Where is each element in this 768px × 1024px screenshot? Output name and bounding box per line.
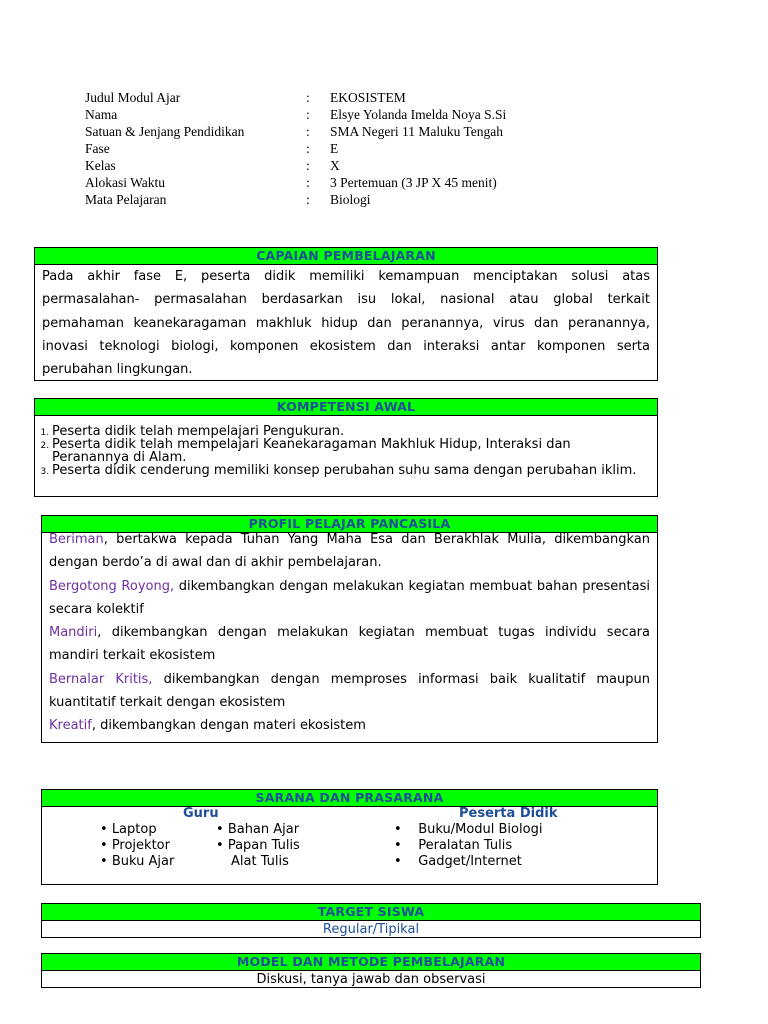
identitas-value: 3 Pertemuan (3 JP X 45 menit) (330, 175, 497, 190)
peserta-list (394, 822, 542, 870)
identitas-label: Kelas (85, 158, 116, 173)
list-item: 2. Peserta didik telah mempelajari Keanekaragaman Makhluk Hidup, Interaksi dan Peranannya di Alam. (52, 438, 649, 464)
identitas-label: Alokasi Waktu (85, 175, 166, 190)
kompetensi-title: KOMPETENSI AWAL (35, 399, 657, 416)
identitas-value: EKOSISTEM (330, 90, 406, 105)
profil-desc: dikembangkan dengan memproses informasi baik kualitatif maupun kuantitatif terkait dengan ekosistem (49, 671, 650, 711)
kompetensi-list (35, 425, 657, 477)
sarana-title: SARANA DAN PRASARANA (42, 790, 657, 807)
profil-key: Bergotong Royong, (49, 578, 175, 594)
guru-label: Guru (183, 806, 219, 821)
identitas-label: Mata Pelajaran (85, 192, 167, 207)
capaian-text: Pada akhir fase E, peserta didik memiliki kemampuan menciptakan solusi atas permasalahan- permasalahan berdasarkan isu lokal, nasional atau global terkait pemahaman keanekaragaman makhluk hidup dan peranannya, virus dan peranannya, inovasi teknologi biologi, komponen ekosistem dan interaksi antar komponen serta perubahan lingkungan. (42, 269, 650, 378)
profil-item (42, 575, 657, 622)
profil-title: PROFIL PELAJAR PANCASILA (42, 516, 657, 533)
target-section (41, 903, 701, 938)
profil-desc: , bertakwa kepada Tuhan Yang Maha Esa dan Berakhlak Mulia, dikembangkan dengan berdo’a di awal dan di akhir pembelajaran. (49, 532, 650, 571)
profil-list (42, 528, 657, 738)
identitas-label: Judul Modul Ajar (85, 90, 181, 105)
identitas-value: Elsye Yolanda Imelda Noya S.Si (330, 107, 507, 122)
list-item: • Papan Tulis (216, 838, 300, 853)
colon: : (306, 192, 310, 207)
list-item: • Bahan Ajar (216, 822, 300, 837)
profil-key: Beriman (49, 532, 104, 547)
list-item: Alat Tulis (231, 854, 289, 869)
identitas-value: Biologi (330, 192, 371, 207)
peserta-label: Peserta Didik (459, 806, 558, 821)
profil-key: Kreatif (49, 718, 92, 734)
list-item: 3. Peserta didik cenderung memiliki konsep perubahan suhu sama dengan perubahan iklim. (52, 464, 649, 477)
colon: : (306, 158, 310, 173)
kompetensi-section (34, 398, 658, 497)
profil-key: Mandiri (49, 625, 98, 641)
profil-desc: , dikembangkan dengan materi ekosistem (91, 718, 366, 734)
identitas-label: Satuan & Jenjang Pendidikan (85, 124, 245, 139)
profil-item (42, 528, 657, 575)
colon: : (306, 90, 310, 105)
list-item: • Gadget/Internet (394, 854, 522, 869)
model-title: MODEL DAN METODE PEMBELAJARAN (42, 954, 700, 971)
guru-list-2 (216, 822, 300, 870)
capaian-section (34, 247, 658, 381)
profil-item (42, 621, 657, 668)
target-title: TARGET SISWA (42, 904, 700, 921)
model-value: Diskusi, tanya jawab dan observasi (256, 972, 486, 987)
list-item: • Laptop (100, 822, 157, 837)
capaian-title: CAPAIAN PEMBELAJARAN (35, 248, 657, 265)
target-value: Regular/Tipikal (322, 922, 420, 937)
colon: : (306, 175, 310, 190)
profil-item (42, 714, 657, 737)
model-section (41, 953, 701, 988)
guru-list-1 (100, 822, 174, 870)
colon: : (306, 107, 310, 122)
identitas-label: Nama (85, 107, 118, 122)
list-item: • Projektor (100, 838, 170, 853)
identitas-value: SMA Negeri 11 Maluku Tengah (330, 124, 504, 139)
list-item: • Peralatan Tulis (394, 838, 513, 853)
list-item: • Buku/Modul Biologi (394, 822, 543, 837)
sarana-section (41, 789, 658, 885)
identitas-label: Fase (85, 141, 110, 156)
colon: : (306, 141, 310, 156)
profil-section (41, 515, 658, 743)
list-item: • Buku Ajar (100, 854, 175, 869)
identitas-value: E (330, 141, 339, 156)
profil-desc: dikembangkan dengan melakukan kegiatan membuat bahan presentasi secara kolektif (49, 578, 650, 617)
profil-desc: , dikembangkan dengan melakukan kegiatan membuat tugas individu secara mandiri terkait ekosistem (49, 625, 650, 664)
profil-item (42, 668, 657, 715)
list-item: 1. Peserta didik telah mempelajari Pengukuran. (52, 425, 649, 438)
identitas-value: X (330, 158, 340, 173)
profil-key: Bernalar Kritis, (49, 671, 153, 687)
colon: : (306, 124, 310, 139)
